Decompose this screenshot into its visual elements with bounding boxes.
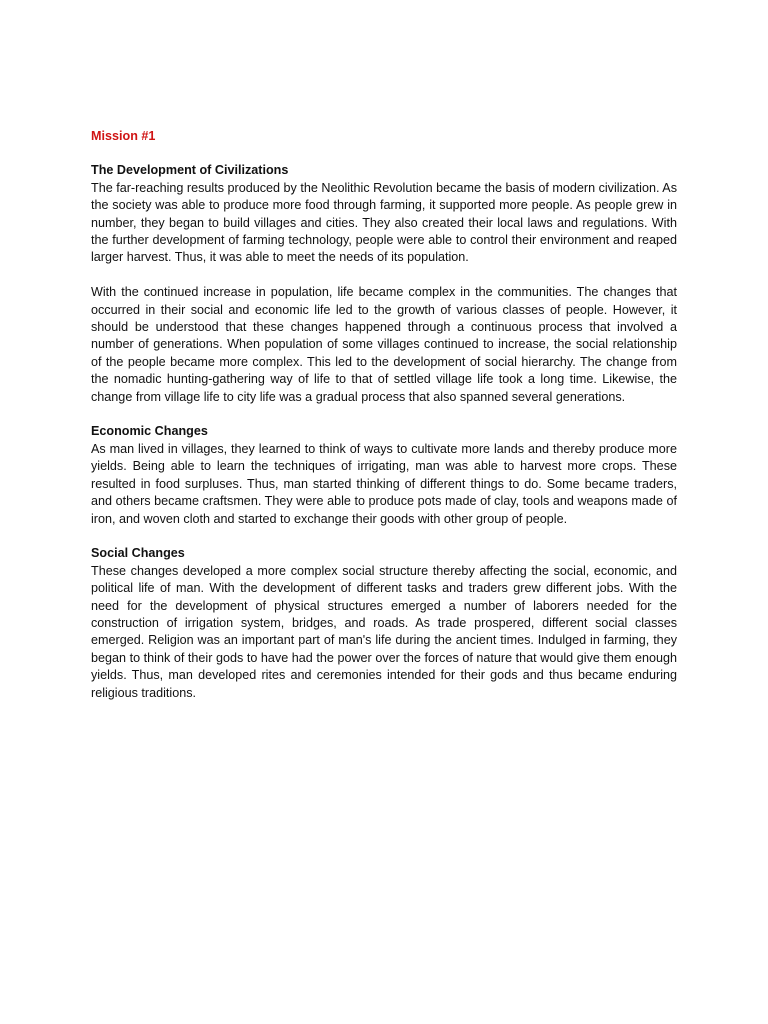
section-heading: The Development of Civilizations xyxy=(91,163,289,178)
section-paragraph: These changes developed a more complex social structure thereby affecting the social, economic, and political life of man. With the development of different tasks and traders grew different jobs. With the need for the development of physical structures emerged a number of laborers needed for the construction of irrigation system, bridges, and roads. As trade prospered, different social classes emerged. Religion was an important part of man's life during the ancient times. Indulged in farming, they began to think of their gods to have had the power over the forces of nature that would give them enough yields. Thus, man developed rites and ceremonies intended for their gods and thus became enduring religious traditions. xyxy=(91,563,677,700)
section-social-changes xyxy=(91,545,677,702)
section-paragraph: As man lived in villages, they learned to think of ways to cultivate more lands and thereby produce more yields. Being able to learn the techniques of irrigating, man was able to harvest more crops. These resulted in food surpluses. Thus, man started thinking of different things to do. Some became traders, and others became craftsmen. They were able to produce pots made of clay, tools and weapons made of iron, and woven cloth and started to exchange their goods with other group of people. xyxy=(91,441,677,526)
section-paragraph: With the continued increase in population, life became complex in the communities. The changes that occurred in their social and economic life led to the growth of various classes of people. However, it should be understood that these changes happened through a continuous process that involved a number of generations. When population of some villages continued to increase, the social relationship of the people became more complex. This led to the development of social hierarchy. The change from the nomadic hunting-gathering way of life to that of settled village life took a long time. Likewise, the change from village life to city life was a gradual process that also spanned several generations. xyxy=(91,285,677,404)
section-development-of-civilizations xyxy=(91,162,677,406)
section-paragraph: The far-reaching results produced by the Neolithic Revolution became the basis of modern civilization. As the society was able to produce more food through farming, it supported more people. As people grew in number, they began to build villages and cities. They also created their local laws and regulations. With the further development of farming technology, people were able to control their environment and reaped larger harvest. Thus, it was able to meet the needs of its population. xyxy=(91,180,677,265)
section-economic-changes xyxy=(91,423,677,527)
section-heading: Social Changes xyxy=(91,546,185,561)
section-heading: Economic Changes xyxy=(91,424,208,439)
document-page xyxy=(91,128,677,719)
mission-label: Mission #1 xyxy=(91,129,156,143)
